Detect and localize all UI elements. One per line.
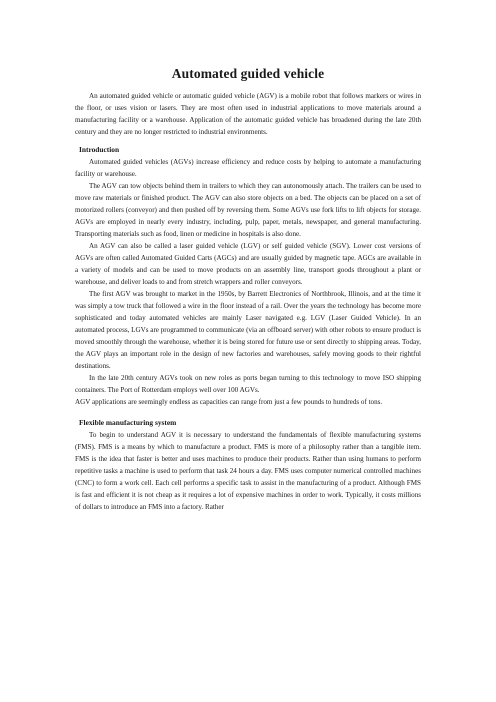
abstract-paragraph: An automated guided vehicle or automatic guided vehicle (AGV) is a mobile robot that follows markers or wires in the floor, or uses vision or lasers. They are most often used in industrial applications to move materials around a manufacturing facility or a warehouse. Application of the automatic guided vehicle has broadened during the late 20th century and they are no longer restricted to industrial environments. <box>75 92 421 136</box>
body-paragraph: In the late 20th century AGVs took on new roles as ports began turning to this technology to move ISO shipping containers. The Port of Rotterdam employs well over 100 AGVs. <box>75 374 421 394</box>
document-title: Automated guided vehicle <box>171 66 325 81</box>
body-paragraph: Automated guided vehicles (AGVs) increase efficiency and reduce costs by helping to automate a manufacturing facility or warehouse. <box>75 158 421 178</box>
body-paragraph: The first AGV was brought to market in the 1950s, by Barrett Electronics of Northbrook, Illinois, and at the time it was simply a tow truck that followed a wire in the floor instead of a rail. Over the years the technology has become more sophisticated and today automated vehicles are mainly Laser navigated e.g. LGV (Laser Guided Vehicle). In an automated process, LGVs are programmed to communicate (via an offboard server) with other robots to ensure product is moved smoothly through the warehouse, whether it is being stored for future use or sent directly to shipping areas. Today, the AGV plays an important role in the design of new factories and warehouses, safely moving goods to their rightful destinations. <box>75 290 421 370</box>
section-heading-flexible-manufacturing: Flexible manufacturing system <box>79 418 177 427</box>
body-paragraph: The AGV can tow objects behind them in trailers to which they can autonomously attach. The trailers can be used to move raw materials or finished product. The AGV can also store objects on a bed. The objects can be placed on a set of motorized rollers (conveyor) and then pushed off by reversing them. Some AGVs use fork lifts to lift objects for storage. AGVs are employed in nearly every industry, including, pulp, paper, metals, newspaper, and general manufacturing. Transporting materials such as food, linen or medicine in hospitals is also done. <box>75 182 421 238</box>
body-paragraph: An AGV can also be called a laser guided vehicle (LGV) or self guided vehicle (SGV). Lower cost versions of AGVs are often called Automated Guided Carts (AGCs) and are usually guided by magnetic tape. AGCs are available in a variety of models and can be used to move products on an assembly line, transport goods throughout a plant or warehouse, and deliver loads to and from stretch wrappers and roller conveyors. <box>75 242 421 286</box>
section-heading-introduction: Introduction <box>79 145 120 154</box>
body-paragraph: To begin to understand AGV it is necessary to understand the fundamentals of flexible manufacturing systems (FMS). FMS is a means by which to manufacture a product. FMS is more of a philosophy rather than a tangible item. FMS is the idea that faster is better and uses machines to produce their products. Rather than using humans to perform repetitive tasks a machine is used to perform that task 24 hours a day. FMS uses computer numerical controlled machines (CNC) to form a work cell. Each cell performs a specific task to assist in the manufacturing of a product. Although FMS is fast and efficient it is not cheap as it requires a lot of expensive machines in order to work. Typically, it costs millions of dollars to introduce an FMS into a factory. Rather <box>75 431 421 511</box>
document-page <box>75 66 421 513</box>
body-paragraph: AGV applications are seemingly endless as capacities can range from just a few pounds to hundreds of tons. <box>75 398 383 406</box>
